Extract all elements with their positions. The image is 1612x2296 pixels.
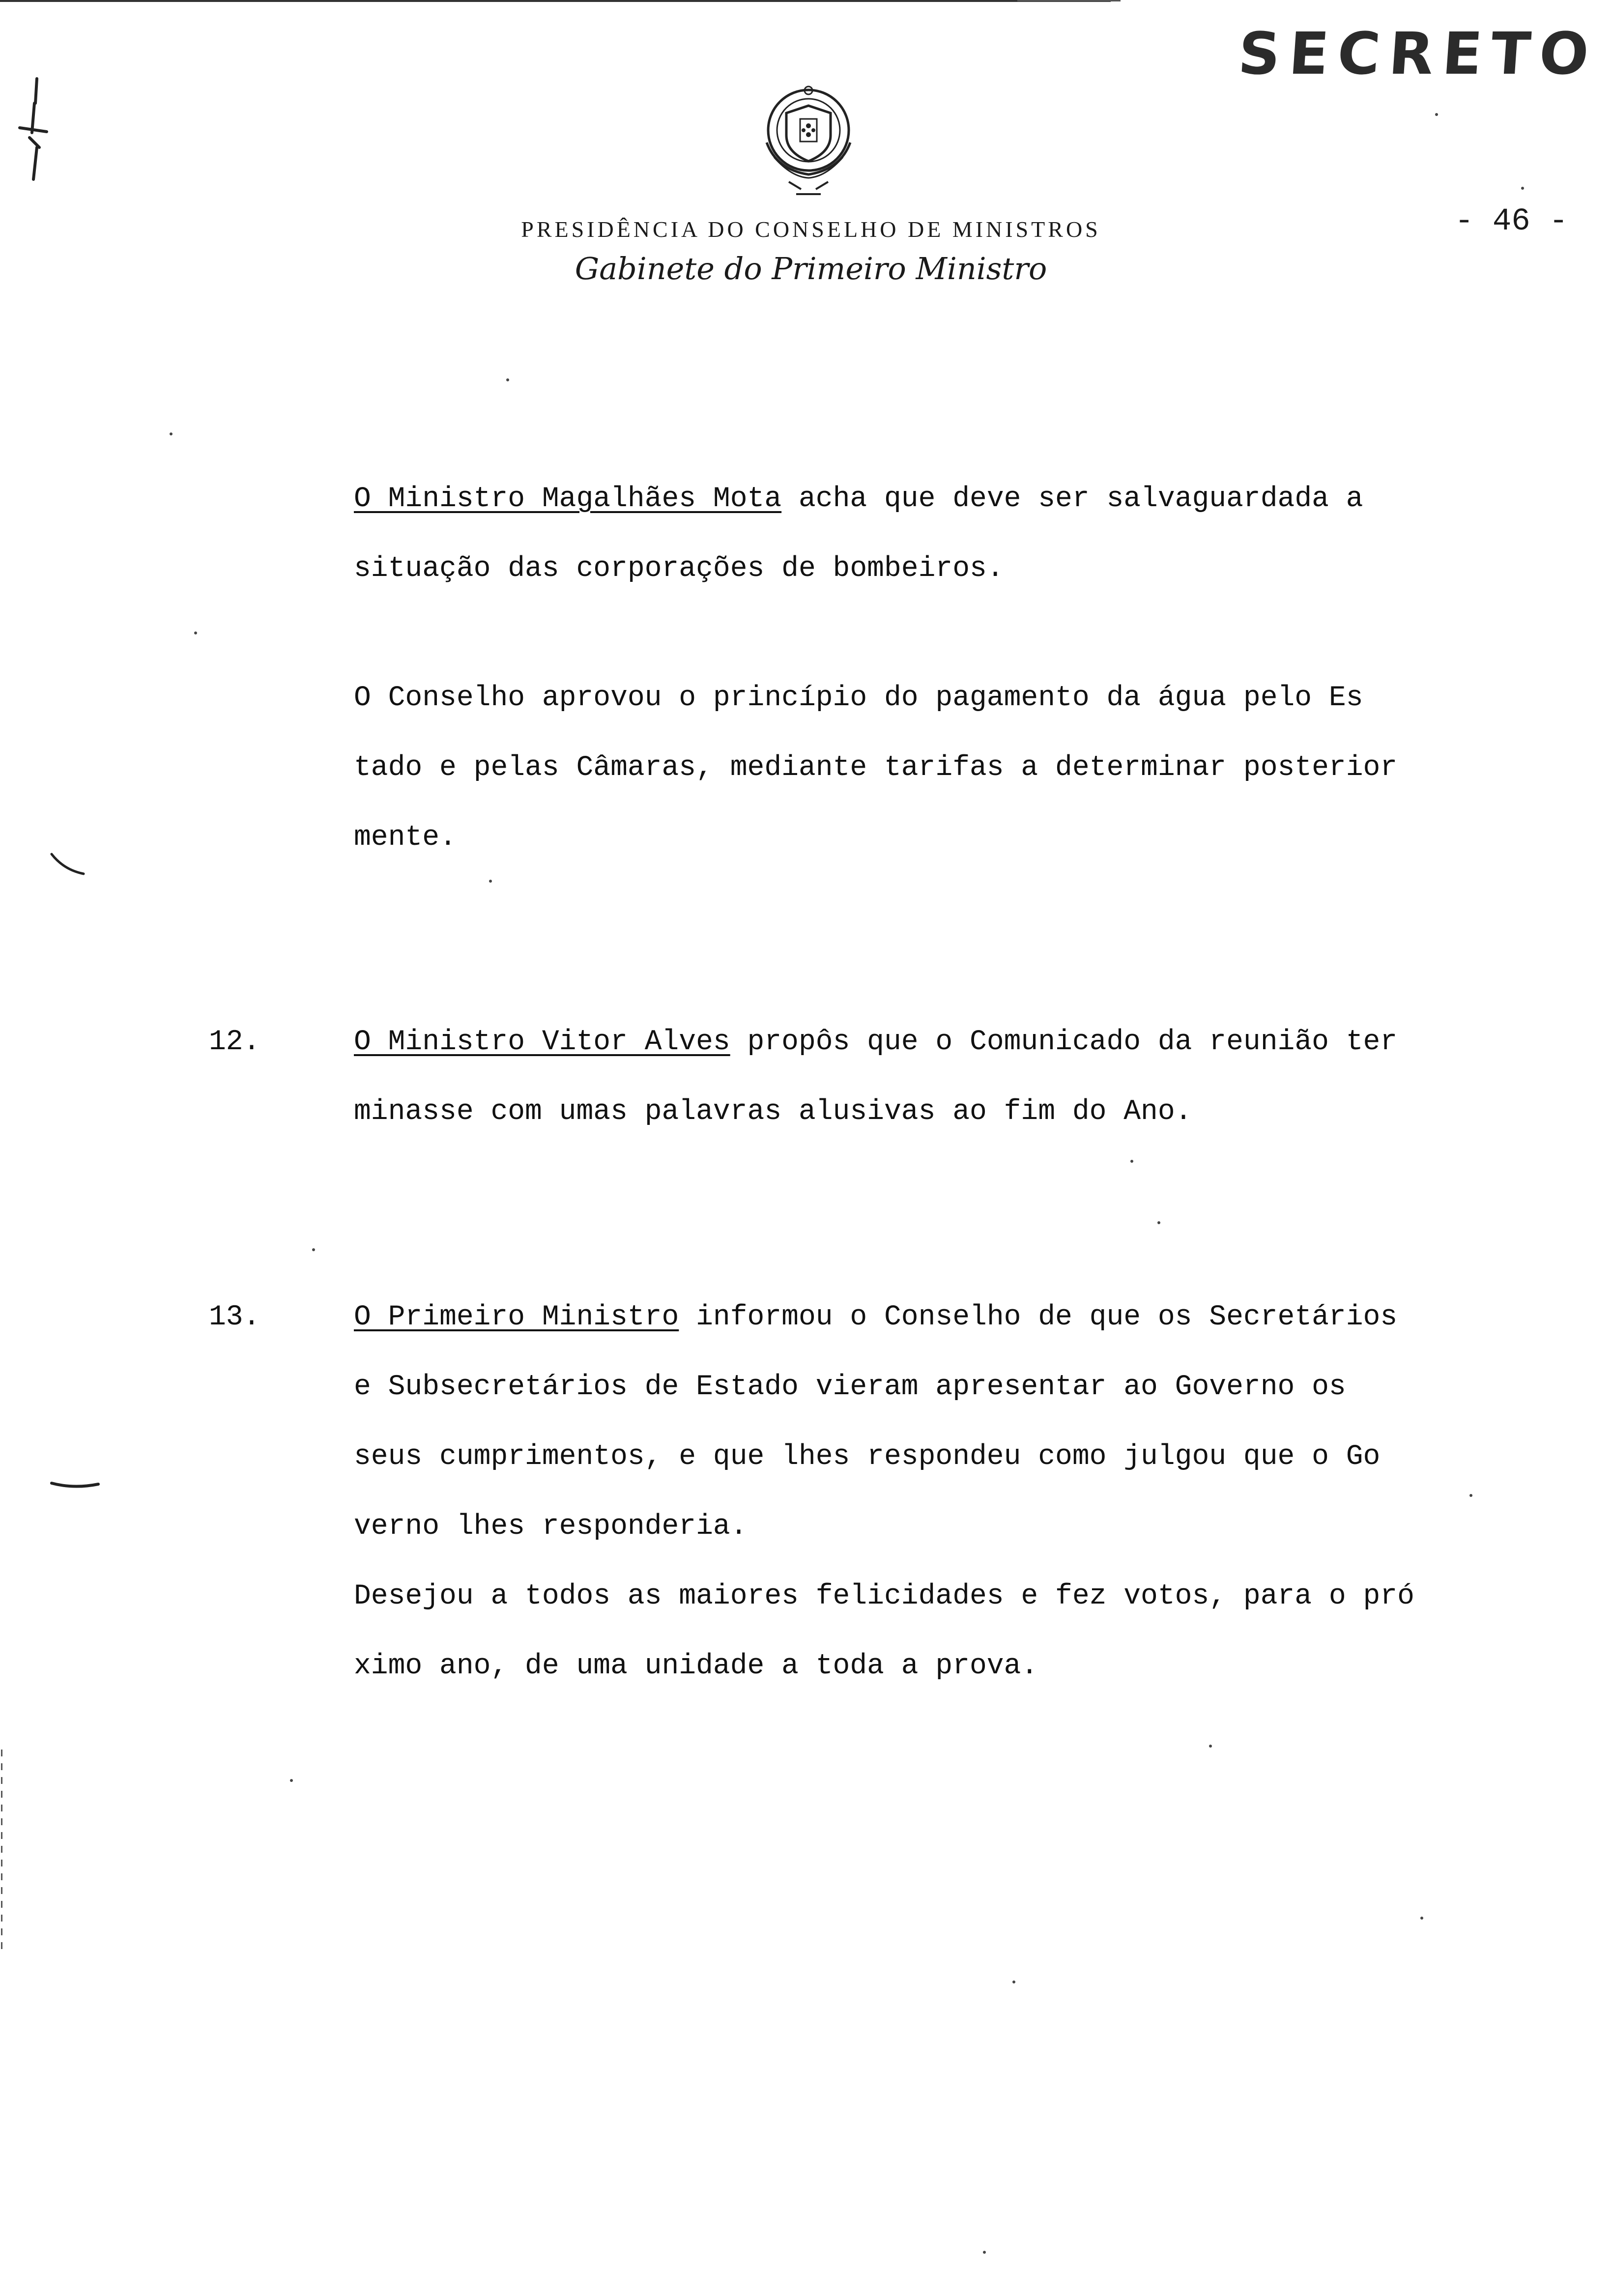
- paragraph-text: propôs que o Comunicado da reunião ter: [730, 1026, 1398, 1058]
- secret-stamp: SECRETO: [1236, 20, 1600, 87]
- speck: [1157, 1221, 1160, 1224]
- speck: [506, 378, 509, 381]
- top-border-line-right: [1017, 0, 1121, 1]
- paragraph-line: verno lhes responderia.: [354, 1511, 748, 1543]
- paragraph-line: [354, 1283, 1474, 1352]
- speck: [1435, 113, 1438, 116]
- institution-title: PRESIDÊNCIA DO CONSELHO DE MINISTROS: [521, 217, 1101, 242]
- margin-tick-icon: [49, 1474, 103, 1494]
- paragraph-line: tado e pelas Câmaras, mediante tarifas a determinar posterior: [354, 752, 1398, 784]
- top-border-line: [0, 0, 1111, 2]
- paragraph-line: Desejou a todos as maiores felicidades e fez votos, para o pró: [354, 1580, 1414, 1612]
- paragraph-line: seus cumprimentos, e que lhes respondeu como julgou que o Go: [354, 1441, 1381, 1473]
- minister-name: O Ministro Vitor Alves: [354, 1026, 730, 1058]
- paragraph-conselho-aprovou: [354, 663, 1474, 873]
- speck: [1130, 1160, 1133, 1163]
- speck: [194, 631, 197, 634]
- left-edge-dashes: [1, 1750, 2, 1956]
- speck: [1521, 187, 1524, 190]
- coat-of-arms-icon: [747, 84, 870, 201]
- margin-tick-icon: [49, 850, 88, 880]
- speck: [1209, 1745, 1212, 1748]
- paragraph-magalhaes-mota: [354, 464, 1474, 604]
- paragraph-item-12: [354, 1007, 1474, 1147]
- paragraph-line: minasse com umas palavras alusivas ao fim do Ano.: [354, 1096, 1192, 1128]
- speck: [170, 432, 173, 435]
- item-number-13: 13.: [209, 1301, 260, 1333]
- paragraph-text: informou o Conselho de que os Secretários: [679, 1301, 1398, 1333]
- speck: [1012, 1980, 1015, 1983]
- office-subtitle: Gabinete do Primeiro Ministro: [575, 251, 1047, 287]
- minister-name: O Ministro Magalhães Mota: [354, 483, 782, 515]
- paragraph-line: [354, 1007, 1474, 1077]
- speck: [312, 1248, 315, 1251]
- speck: [1420, 1917, 1423, 1920]
- speck: [489, 880, 492, 883]
- speck: [983, 2251, 986, 2254]
- minister-name: O Primeiro Ministro: [354, 1301, 679, 1333]
- paragraph-line: situação das corporações de bombeiros.: [354, 553, 1004, 585]
- paragraph-line: e Subsecretários de Estado vieram apresentar ao Governo os: [354, 1371, 1346, 1403]
- paragraph-item-13: [354, 1283, 1474, 1701]
- page-number: - 46 -: [1455, 204, 1568, 239]
- speck: [1469, 1494, 1472, 1497]
- paragraph-line: O Conselho aprovou o princípio do pagamento da água pelo Es: [354, 682, 1363, 714]
- item-number-12: 12.: [209, 1026, 260, 1058]
- paragraph-line: ximo ano, de uma unidade a toda a prova.: [354, 1650, 1038, 1682]
- paragraph-line: [354, 464, 1474, 534]
- paragraph-text: acha que deve ser salvaguardada a: [781, 483, 1363, 515]
- paragraph-line: mente.: [354, 822, 457, 854]
- speck: [290, 1779, 293, 1782]
- margin-mark-icon: [10, 74, 54, 187]
